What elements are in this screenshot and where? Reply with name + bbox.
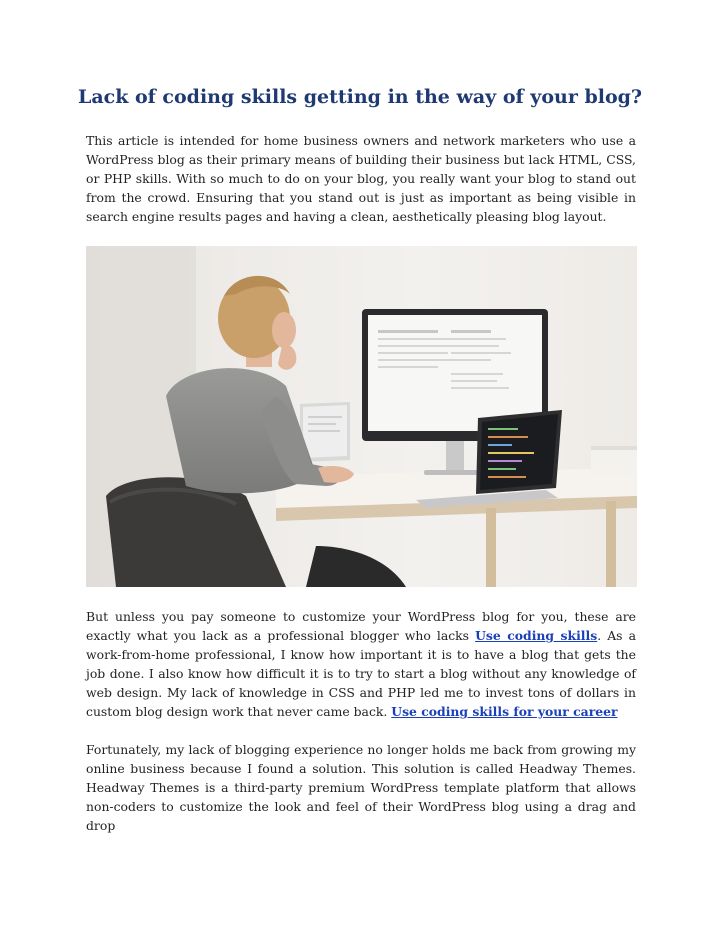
paragraph2-text-b: . As a work-from-home professional, I know how important it is to have a blog that gets the job done. I also know how difficult it is to try to start a blog without any knowledge of web design. My lack of knowledge in CSS and PHP led me to invest tons of dollars in custom blog design work that never came back. [86, 628, 636, 719]
paragraph2-text-a: But unless you pay someone to customize your WordPress blog for you, these are exactly what you lack as a professional blogger who lacks [86, 609, 636, 643]
use-coding-skills-link[interactable]: Use coding skills [475, 628, 598, 643]
body-paragraph-2 [86, 607, 636, 721]
article-photo [86, 246, 637, 587]
intro-paragraph: This article is intended for home business owners and network marketers who use a WordPress blog as their primary means of building their business but lack HTML, CSS, or PHP skills. With so much to do on your blog, you really want your blog to stand out from the crowd. Ensuring that you stand out is just as important as being visible in search engine results pages and having a clean, aesthetically pleasing blog layout. [86, 133, 636, 224]
article-title: Lack of coding skills getting in the way of your blog? [77, 86, 643, 108]
coding-skills-career-link[interactable]: Use coding skills for your career [391, 704, 618, 719]
body-paragraph-3: Fortunately, my lack of blogging experience no longer holds me back from growing my online business because I found a solution. This solution is called Headway Themes. Headway Themes is a third-party premium WordPress template platform that allows non-coders to customize the look and feel of their WordPress blog using a drag and drop [86, 742, 636, 833]
